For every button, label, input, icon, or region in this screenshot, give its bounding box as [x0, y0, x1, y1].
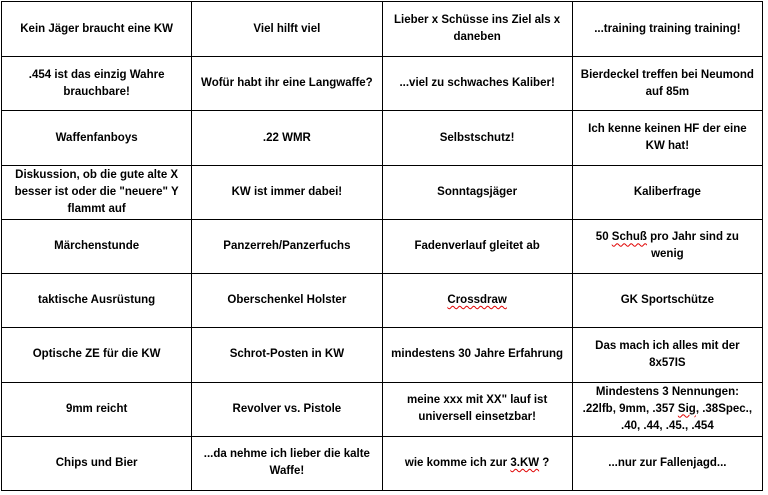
grid-cell: Optische ZE für die KW — [2, 328, 192, 382]
table-row — [2, 111, 763, 165]
spellcheck-mark: Schuß — [611, 231, 647, 244]
grid-cell: .22 WMR — [192, 111, 382, 165]
grid-cell: Selbstschutz! — [382, 111, 572, 165]
grid-cell: Diskussion, ob die gute alte X besser ist oder die "neuere" Y flammt auf — [2, 165, 192, 219]
grid-cell: Lieber x Schüsse ins Ziel als x daneben — [382, 2, 572, 57]
grid-cell: Revolver vs. Pistole — [192, 382, 382, 436]
table-row — [2, 57, 763, 111]
grid-cell: Wofür habt ihr eine Langwaffe? — [192, 57, 382, 111]
grid-cell: mindestens 30 Jahre Erfahrung — [382, 328, 572, 382]
grid-cell: Waffenfanboys — [2, 111, 192, 165]
grid-cell: GK Sportschütze — [572, 274, 762, 328]
grid-cell: ...viel zu schwaches Kaliber! — [382, 57, 572, 111]
grid-cell: Viel hilft viel — [192, 2, 382, 57]
grid-cell: ...da nehme ich lieber die kalte Waffe! — [192, 436, 382, 490]
grid-cell: 9mm reicht — [2, 382, 192, 436]
table-row — [2, 219, 763, 273]
grid-cell: ...training training training! — [572, 2, 762, 57]
grid-cell: ...nur zur Fallenjagd... — [572, 436, 762, 490]
grid-cell: Fadenverlauf gleitet ab — [382, 219, 572, 273]
grid-cell: Märchenstunde — [2, 219, 192, 273]
table-row — [2, 382, 763, 436]
table-row — [2, 2, 763, 57]
grid-cell: Sonntagsjäger — [382, 165, 572, 219]
table-row — [2, 165, 763, 219]
bingo-grid — [1, 1, 763, 491]
table-row — [2, 328, 763, 382]
grid-cell: meine xxx mit XX" lauf ist universell einsetzbar! — [382, 382, 572, 436]
spellcheck-mark: 3.KW — [510, 456, 540, 469]
grid-cell: Mindestens 3 Nennungen: .22lfb, 9mm, .357 Sig, .38Spec., .40, .44, .45., .454 — [572, 382, 762, 436]
grid-cell: Panzerreh/Panzerfuchs — [192, 219, 382, 273]
grid-cell: KW ist immer dabei! — [192, 165, 382, 219]
grid-cell: Bierdeckel treffen bei Neumond auf 85m — [572, 57, 762, 111]
grid-cell — [382, 274, 572, 328]
spellcheck-mark: Crossdraw — [447, 294, 507, 307]
grid-cell: Oberschenkel Holster — [192, 274, 382, 328]
grid-cell: Ich kenne keinen HF der eine KW hat! — [572, 111, 762, 165]
grid-cell: Kaliberfrage — [572, 165, 762, 219]
grid-cell: Das mach ich alles mit der 8x57IS — [572, 328, 762, 382]
grid-cell: .454 ist das einzig Wahre brauchbare! — [2, 57, 192, 111]
table-row — [2, 436, 763, 490]
table-row — [2, 274, 763, 328]
grid-cell: Chips und Bier — [2, 436, 192, 490]
grid-cell: 50 Schuß pro Jahr sind zu wenig — [572, 219, 762, 273]
grid-cell: wie komme ich zur 3.KW ? — [382, 436, 572, 490]
grid-cell: Kein Jäger braucht eine KW — [2, 2, 192, 57]
grid-cell: taktische Ausrüstung — [2, 274, 192, 328]
grid-cell: Schrot-Posten in KW — [192, 328, 382, 382]
spellcheck-mark: Sig — [677, 402, 696, 415]
